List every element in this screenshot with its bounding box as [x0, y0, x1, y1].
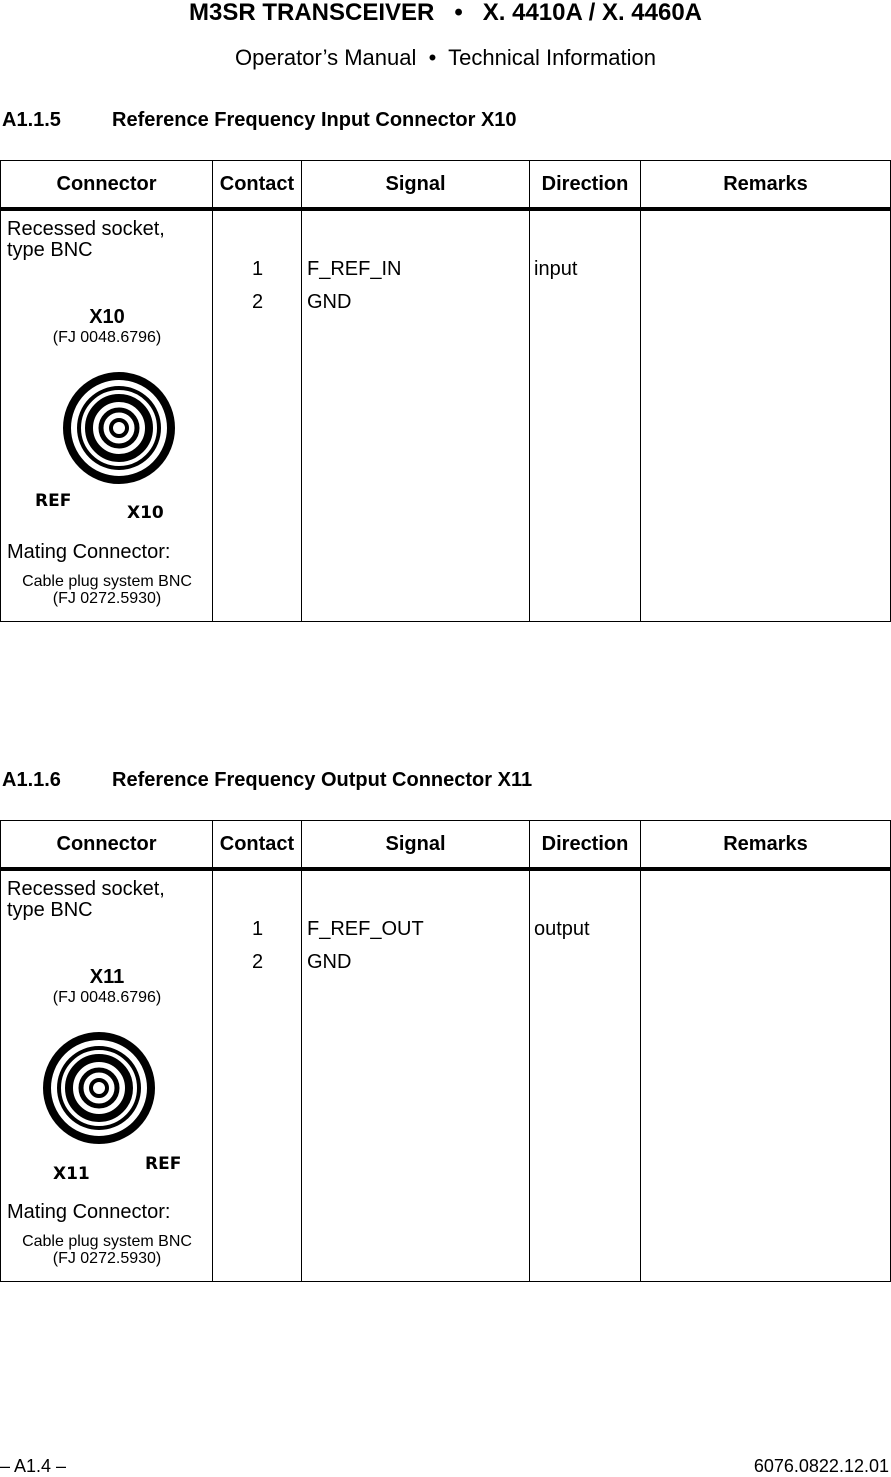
- remarks-cell: [641, 869, 891, 1282]
- signal-name: GND: [307, 291, 352, 313]
- section-title: Reference Frequency Output Connector X11: [112, 769, 533, 791]
- column-header-connector: Connector: [1, 821, 213, 870]
- table-header-row: [1, 161, 891, 210]
- column-header-contact: Contact: [213, 821, 302, 870]
- contact-number: 2: [251, 291, 264, 313]
- connector-cell: [1, 209, 213, 622]
- table-row: [1, 209, 891, 622]
- table-row: [1, 869, 891, 1282]
- mating-connector-label: Mating Connector:: [7, 1201, 171, 1223]
- connector-id: X11: [89, 966, 125, 988]
- contact-cell: [213, 209, 302, 622]
- image-label-ref: REF: [145, 1154, 182, 1174]
- connector-table-x10: [0, 160, 891, 622]
- direction-cell: [530, 869, 641, 1282]
- contact-number: 1: [251, 918, 264, 940]
- connector-id: X10: [89, 306, 125, 328]
- table-header-row: [1, 821, 891, 870]
- bnc-socket-drawing: [27, 371, 197, 521]
- contact-number: 2: [251, 951, 264, 973]
- connector-type: Recessed socket, type BNC: [7, 218, 165, 261]
- section-number: A1.1.6: [2, 769, 61, 791]
- signal-cell: [302, 209, 530, 622]
- connector-part-number: (FJ 0048.6796): [52, 329, 162, 346]
- section-heading-x11: [2, 768, 532, 792]
- column-header-signal: Signal: [302, 821, 530, 870]
- connector-type: Recessed socket, type BNC: [7, 878, 165, 921]
- contact-cell: [213, 869, 302, 1282]
- column-header-direction: Direction: [530, 161, 641, 210]
- column-header-connector: Connector: [1, 161, 213, 210]
- section-number: A1.1.5: [2, 109, 61, 131]
- direction-cell: [530, 209, 641, 622]
- signal-name: GND: [307, 951, 352, 973]
- column-header-signal: Signal: [302, 161, 530, 210]
- mating-connector-part: Cable plug system BNC (FJ 0272.5930): [22, 573, 192, 607]
- connector-part-number: (FJ 0048.6796): [52, 989, 162, 1006]
- bnc-socket-drawing: [27, 1031, 197, 1181]
- page-header-title: M3SR TRANSCEIVER • X. 4410A / X. 4460A: [188, 0, 703, 26]
- page-number: – A1.4 –: [0, 1456, 67, 1476]
- connector-table-x11: [0, 820, 891, 1282]
- direction-value: output: [534, 918, 590, 940]
- document-number: 6076.0822.12.01: [753, 1456, 889, 1476]
- column-header-remarks: Remarks: [641, 161, 891, 210]
- mating-connector-part: Cable plug system BNC (FJ 0272.5930): [22, 1233, 192, 1267]
- signal-cell: [302, 869, 530, 1282]
- section-title: Reference Frequency Input Connector X10: [112, 109, 517, 131]
- image-label-ref: REF: [35, 491, 72, 511]
- contact-number: 1: [251, 258, 264, 280]
- direction-value: input: [534, 258, 578, 280]
- image-label-id: X11: [53, 1164, 90, 1181]
- signal-name: F_REF_IN: [307, 258, 402, 280]
- remarks-cell: [641, 209, 891, 622]
- connector-cell: [1, 869, 213, 1282]
- page-header-subtitle: Operator’s Manual • Technical Information: [234, 45, 657, 70]
- column-header-remarks: Remarks: [641, 821, 891, 870]
- signal-name: F_REF_OUT: [307, 918, 424, 940]
- section-heading-x10: [2, 108, 517, 132]
- column-header-direction: Direction: [530, 821, 641, 870]
- image-label-id: X10: [127, 503, 164, 521]
- mating-connector-label: Mating Connector:: [7, 541, 171, 563]
- column-header-contact: Contact: [213, 161, 302, 210]
